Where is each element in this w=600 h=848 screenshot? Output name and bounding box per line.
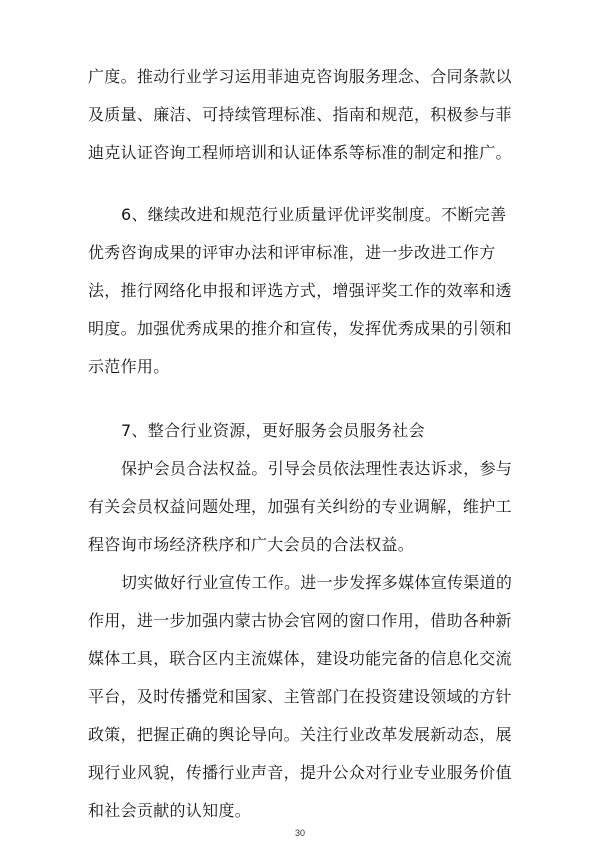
text-line: 迪克认证咨询工程师培训和认证体系等标准的制定和推广。	[88, 143, 512, 162]
text-line: 法，推行网络化申报和评选方式，增强评奖工作的效率和透	[88, 281, 512, 300]
text-line: 切实做好行业宣传工作。进一步发挥多媒体宣传渠道的	[121, 573, 513, 592]
text-line: 和社会贡献的认知度。	[88, 801, 252, 820]
text-line: 广度。推动行业学习运用菲迪克咨询服务理念、合同条款以	[88, 67, 512, 86]
text-line: 示范作用。	[88, 357, 170, 376]
page-number: 30	[294, 828, 305, 838]
text-line: 优秀咨询成果的评审办法和评审标准，进一步改进工作方	[88, 243, 496, 262]
text-line: 媒体工具，联合区内主流媒体，建设功能完备的信息化交流	[88, 649, 512, 668]
text-line: 现行业风貌，传播行业声音，提升公众对行业专业服务价值	[88, 763, 512, 782]
section-heading: 7、整合行业资源，更好服务会员服务社会	[121, 421, 425, 440]
text-line: 政策，把握正确的舆论导向。关注行业改革发展新动态，展	[88, 725, 512, 744]
text-line: 保护会员合法权益。引导会员依法理性表达诉求，参与	[121, 459, 513, 478]
text-line: 程咨询市场经济秩序和广大会员的合法权益。	[88, 535, 415, 554]
text-line: 及质量、廉洁、可持续管理标准、指南和规范，积极参与菲	[88, 105, 512, 124]
text-line: 有关会员权益问题处理，加强有关纠纷的专业调解，维护工	[88, 497, 512, 516]
text-line: 6、继续改进和规范行业质量评优评奖制度。不断完善	[121, 205, 507, 224]
text-line: 明度。加强优秀成果的推介和宣传，发挥优秀成果的引领和	[88, 319, 512, 338]
text-line: 作用，进一步加强内蒙古协会官网的窗口作用，借助各种新	[88, 611, 512, 630]
text-line: 平台，及时传播党和国家、主管部门在投资建设领域的方针	[88, 687, 512, 706]
